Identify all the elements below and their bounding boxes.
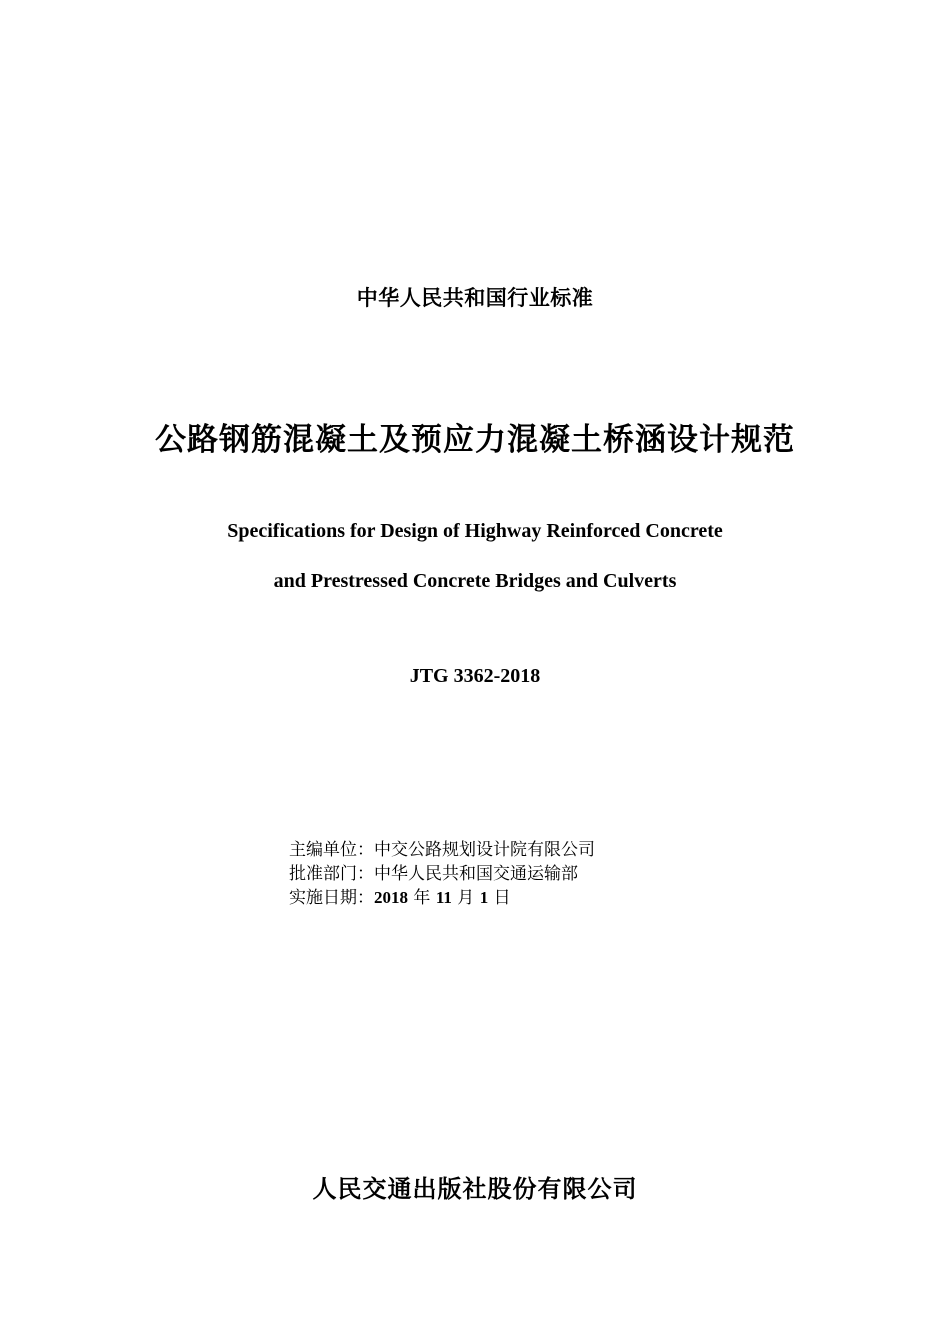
editor-row xyxy=(289,838,595,862)
effective-date-month-unit: 月 xyxy=(451,888,480,908)
effective-date-row xyxy=(289,886,595,910)
effective-date-day: 1 xyxy=(479,888,489,907)
effective-date-year-unit: 年 xyxy=(408,888,436,908)
approver-row xyxy=(289,862,595,886)
standard-code: JTG 3362-2018 xyxy=(409,665,541,687)
publication-info xyxy=(289,838,595,910)
editor-value: 中交公路规划设计院有限公司 xyxy=(374,840,595,860)
title-english-line-1: Specifications for Design of Highway Reinforced Concrete xyxy=(227,520,723,542)
editor-label: 主编单位： xyxy=(289,840,374,860)
publisher-name: 人民交通出版社股份有限公司 xyxy=(312,1175,638,1203)
effective-date-year: 2018 xyxy=(374,888,408,907)
approver-label: 批准部门： xyxy=(289,864,374,884)
effective-date-month: 11 xyxy=(435,888,452,907)
effective-date-label: 实施日期： xyxy=(289,888,374,908)
title-english-line-2: and Prestressed Concrete Bridges and Culverts xyxy=(273,570,677,592)
effective-date-day-unit: 日 xyxy=(488,888,511,908)
title-chinese: 公路钢筋混凝土及预应力混凝土桥涵设计规范 xyxy=(155,422,795,458)
standard-category: 中华人民共和国行业标准 xyxy=(356,286,594,310)
approver-value: 中华人民共和国交通运输部 xyxy=(374,864,578,884)
